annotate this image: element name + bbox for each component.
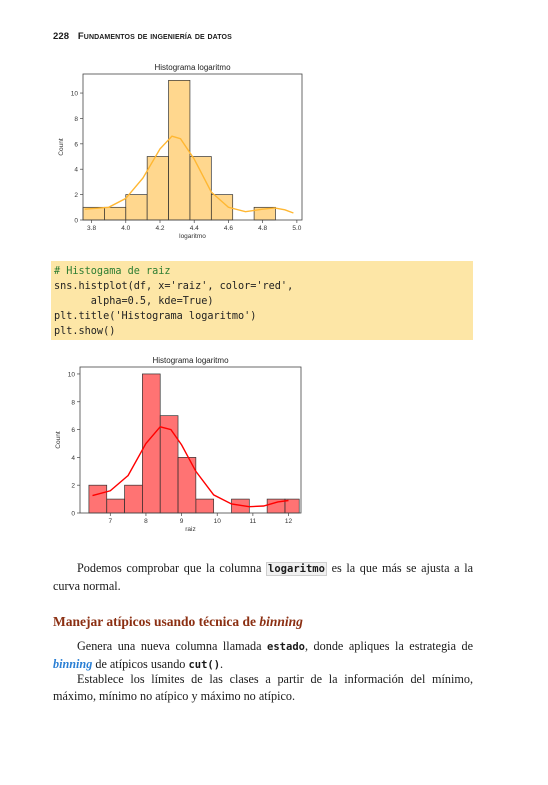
y-tick-label: 0: [71, 510, 75, 518]
code-block: [51, 261, 473, 340]
paragraph-text: , donde apliques la estrategia de: [304, 639, 474, 653]
paragraph-text: .: [220, 656, 224, 671]
paragraph: [53, 560, 473, 594]
running-title: Fundamentos de ingeniería de datos: [77, 31, 232, 42]
histogram-chart-logaritmo: [0, 58, 548, 248]
y-tick-label: 2: [74, 192, 78, 200]
histogram-bar: [196, 499, 214, 513]
x-tick-label: 12: [284, 518, 293, 525]
inline-code: logaritmo: [268, 563, 325, 575]
histogram-bar: [89, 485, 107, 513]
y-axis-label: Count: [58, 138, 65, 156]
x-tick-label: 3.8: [87, 225, 97, 232]
x-axis-label: raiz: [185, 526, 196, 533]
y-tick-label: 0: [74, 217, 78, 225]
histogram-bar: [142, 374, 160, 513]
code-line: alpha=0.5, kde=True): [54, 296, 214, 307]
paragraph: Establece los límites de las clases a partir de la información del mínimo, máximo, mínimo no atípico y máximo no atípico.: [53, 672, 473, 703]
paragraph-text: es la que más se ajusta a la curva normal.: [53, 561, 473, 593]
page-header: [53, 31, 232, 42]
y-tick-label: 6: [74, 141, 78, 149]
histogram-bar: [160, 416, 178, 513]
x-tick-label: 11: [249, 518, 257, 525]
x-axis-label: logaritmo: [179, 233, 206, 240]
page-number: 228: [53, 31, 70, 42]
x-tick-label: 4.8: [258, 225, 268, 232]
y-tick-label: 8: [74, 115, 78, 123]
y-tick-label: 10: [70, 90, 78, 98]
x-tick-label: 5.0: [292, 225, 302, 232]
x-tick-label: 8: [144, 518, 148, 525]
x-tick-label: 4.2: [155, 225, 165, 232]
y-tick-label: 10: [67, 371, 75, 379]
code-line: plt.show(): [54, 326, 116, 337]
x-tick-label: 4.0: [121, 225, 131, 232]
y-tick-label: 4: [74, 166, 78, 174]
keyword-emphasis: binning: [53, 656, 93, 671]
chart-title: Histograma logaritmo: [152, 356, 229, 365]
paragraph-text: de atípicos usando: [92, 656, 189, 671]
x-tick-label: 10: [213, 518, 221, 525]
heading-text: Manejar atípicos usando técnica de: [53, 614, 260, 629]
x-tick-label: 4.6: [223, 225, 233, 232]
heading-emphasis: binning: [259, 614, 303, 629]
histogram-bar: [169, 80, 190, 220]
x-tick-label: 7: [108, 518, 113, 525]
x-tick-label: 4.4: [189, 225, 199, 232]
code-line: sns.histplot(df, x='raiz', color='red',: [54, 281, 294, 292]
y-tick-label: 6: [71, 427, 75, 435]
y-tick-label: 2: [71, 482, 75, 490]
inline-code: estado: [267, 641, 305, 653]
histogram-chart-raiz: [0, 352, 548, 547]
y-tick-label: 8: [71, 399, 75, 407]
paragraph-text: Podemos comprobar que la columna: [77, 561, 267, 575]
histogram-bar: [190, 157, 211, 220]
code-line: plt.title('Histograma logaritmo'): [54, 311, 257, 322]
code-comment: # Histogama de raiz: [54, 266, 171, 277]
paragraph-text: Genera una nueva columna llamada: [77, 639, 268, 653]
x-tick-label: 9: [179, 518, 184, 525]
histogram-bar: [107, 499, 125, 513]
y-axis-label: Count: [55, 431, 62, 449]
chart-title: Histograma logaritmo: [154, 63, 231, 72]
section-heading: [53, 614, 303, 630]
histogram-bar: [126, 195, 147, 220]
inline-code: cut(): [188, 658, 221, 671]
paragraph: [53, 638, 473, 673]
histogram-bar: [104, 207, 125, 220]
y-tick-label: 4: [71, 454, 75, 462]
histogram-bar: [125, 485, 143, 513]
